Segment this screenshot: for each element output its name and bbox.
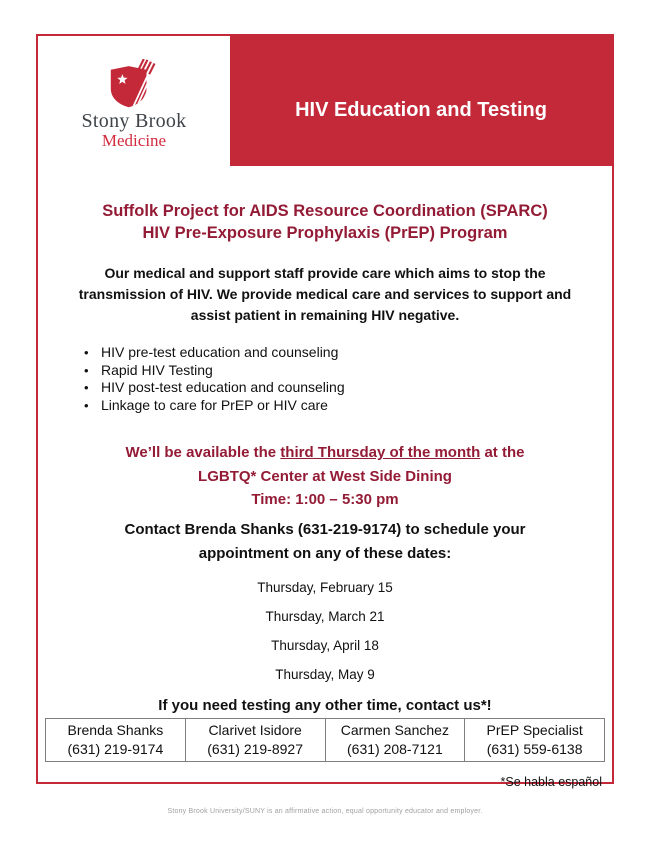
contacts-table (45, 718, 605, 762)
flyer-header (38, 36, 612, 166)
other-testing-heading: If you need testing any other time, contact us*! (158, 696, 492, 714)
contact-cell (46, 718, 186, 761)
flyer-content (38, 166, 612, 789)
contact-phone: (631) 219-9174 (67, 740, 164, 757)
program-heading-line2: HIV Pre-Exposure Prophylaxis (PrEP) Program (142, 224, 508, 242)
intro-line3: assist patient in remaining HIV negative. (190, 307, 460, 323)
underlined-phrase: third Thursday of the month (280, 444, 481, 461)
services-list (38, 344, 612, 414)
contact-cell (325, 718, 465, 761)
contact-name: PrEP Specialist (486, 721, 583, 738)
logo-name-text: Stony Brook (81, 109, 187, 132)
contact-cell (465, 718, 605, 761)
intro-line1: Our medical and support staff provide care which aims to stop the (104, 265, 546, 281)
contact-phone: (631) 559-6138 (486, 740, 583, 757)
logo-division-text: Medicine (101, 130, 167, 150)
page-footer-disclaimer: Stony Brook University/SUNY is an affirmative action, equal opportunity educator and employer. (167, 808, 483, 815)
contact-name: Clarivet Isidore (208, 721, 302, 738)
list-item: • Rapid HIV Testing (84, 362, 612, 380)
appointment-dates (38, 581, 612, 682)
date-item: Thursday, April 18 (271, 637, 379, 653)
contact-phone: (631) 208-7121 (347, 740, 443, 757)
contact-name: Carmen Sanchez (340, 721, 449, 738)
contact-instruction (38, 518, 612, 566)
flyer-frame (36, 34, 614, 789)
list-item: • HIV post-test education and counseling (84, 379, 612, 397)
contact-cell (185, 718, 325, 761)
date-item: Thursday, May 9 (275, 666, 375, 682)
contact-line2: appointment on any of these dates: (198, 544, 452, 562)
availability-line1: We’ll be available the third Thursday of the month at the (125, 444, 525, 461)
date-item: Thursday, March 21 (265, 608, 385, 624)
title-band (230, 36, 612, 166)
contact-name: Brenda Shanks (67, 721, 164, 738)
availability-time: Time: 1:00 – 5:30 pm (251, 491, 399, 508)
table-row (46, 718, 605, 761)
intro-line2: transmission of HIV. We provide medical care and services to support and (78, 286, 572, 302)
availability-announcement (38, 441, 612, 512)
availability-line2: LGBTQ* Center at West Side Dining (198, 467, 452, 485)
program-heading (38, 200, 612, 244)
program-heading-line1: Suffolk Project for AIDS Resource Coordination (SPARC) (102, 202, 548, 220)
stony-brook-logo (38, 36, 230, 166)
contact-phone: (631) 219-8927 (207, 740, 303, 757)
flyer-title: HIV Education and Testing (295, 98, 547, 121)
spanish-note: *Se habla español (500, 774, 602, 789)
list-item: • Linkage to care for PrEP or HIV care (84, 397, 612, 415)
list-item: • HIV pre-test education and counseling (84, 344, 612, 362)
date-item: Thursday, February 15 (257, 579, 393, 595)
contact-line1: Contact Brenda Shanks (631-219-9174) to schedule your (124, 520, 526, 538)
intro-paragraph (38, 263, 612, 326)
stony-brook-shield-icon (109, 59, 159, 109)
